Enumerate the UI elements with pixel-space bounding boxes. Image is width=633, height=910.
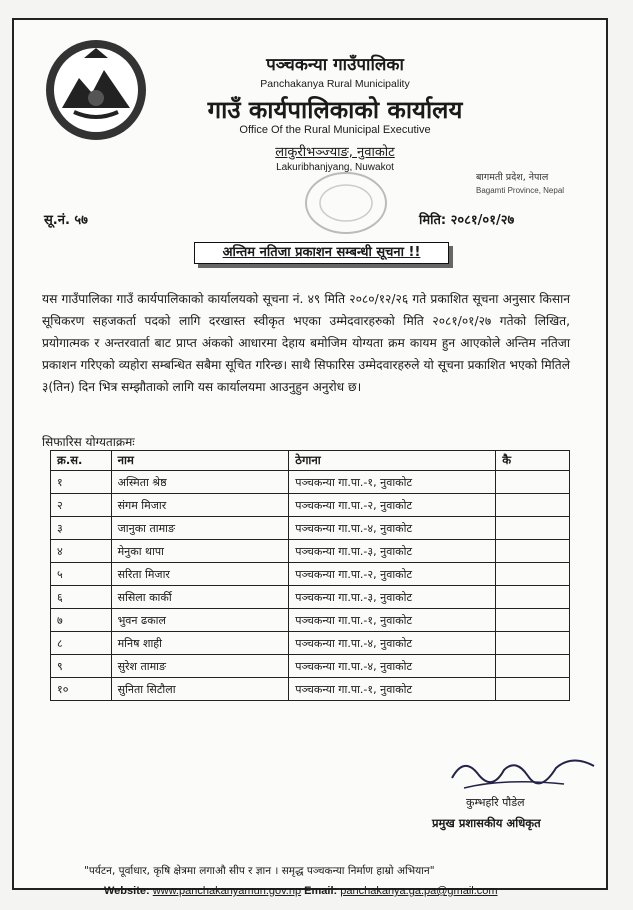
table-row: [51, 563, 570, 586]
cell-remarks: [496, 678, 570, 701]
cell-address: पञ्चकन्या गा.पा.-३, नुवाकोट: [289, 540, 496, 563]
website-label: Website:: [104, 885, 150, 897]
faint-stamp: [302, 170, 390, 236]
province-nepali: बागमती प्रदेश, नेपाल: [476, 172, 549, 183]
cell-name: भुवन ढकाल: [111, 609, 289, 632]
email-label: Email:: [304, 885, 338, 897]
cell-remarks: [496, 517, 570, 540]
recommended-list-label: सिफारिस योग्यताक्रमः: [42, 435, 135, 449]
cell-name: अस्मिता श्रेष्ठ: [111, 471, 289, 494]
header-serial: क्र.स.: [51, 451, 112, 471]
reference-number: सू.नं. ५७: [44, 213, 88, 228]
cell-serial: ७: [51, 609, 112, 632]
cell-remarks: [496, 494, 570, 517]
footer-motto: "पर्यटन, पूर्वाधार, कृषि क्षेत्रमा लगाऔ सीप र ज्ञान । समृद्ध पञ्चकन्या निर्माण हाम्रो अभियान": [84, 865, 435, 877]
cell-serial: १०: [51, 678, 112, 701]
notice-page: [12, 18, 608, 897]
header-remarks: कै: [496, 451, 570, 471]
table-header-row: [51, 451, 570, 471]
cell-serial: २: [51, 494, 112, 517]
signatory-name: कुम्भहरि पौडेल: [466, 796, 525, 809]
table-row: [51, 655, 570, 678]
cell-remarks: [496, 586, 570, 609]
cell-address: पञ्चकन्या गा.पा.-२, नुवाकोट: [289, 494, 496, 517]
cell-remarks: [496, 540, 570, 563]
table-row: [51, 517, 570, 540]
cell-remarks: [496, 563, 570, 586]
executive-office-nepali: गाउँ कार्यपालिकाको कार्यालय: [207, 96, 463, 124]
place-english: Lakuribhanjyang, Nuwakot: [276, 162, 394, 173]
office-name-nepali: पञ्चकन्या गाउँपालिका: [266, 55, 404, 75]
cell-remarks: [496, 655, 570, 678]
cell-serial: ४: [51, 540, 112, 563]
cell-name: मनिष शाही: [111, 632, 289, 655]
header-address: ठेगाना: [289, 451, 496, 471]
cell-remarks: [496, 609, 570, 632]
cell-name: सुनिता सिटौला: [111, 678, 289, 701]
cell-serial: ६: [51, 586, 112, 609]
cell-serial: ९: [51, 655, 112, 678]
cell-address: पञ्चकन्या गा.पा.-१, नुवाकोट: [289, 471, 496, 494]
header-name: नाम: [111, 451, 289, 471]
table-row: [51, 586, 570, 609]
place-nepali: लाकुरीभञ्ज्याङ, नुवाकोट: [275, 145, 395, 160]
cell-serial: १: [51, 471, 112, 494]
cell-address: पञ्चकन्या गा.पा.-४, नुवाकोट: [289, 655, 496, 678]
cell-remarks: [496, 632, 570, 655]
cell-serial: ८: [51, 632, 112, 655]
cell-address: पञ्चकन्या गा.पा.-२, नुवाकोट: [289, 563, 496, 586]
table-row: [51, 609, 570, 632]
cell-serial: ३: [51, 517, 112, 540]
footer-contact: [104, 885, 498, 897]
executive-office-english: Office Of the Rural Municipal Executive: [239, 124, 431, 136]
cell-name: ससिला कार्की: [111, 586, 289, 609]
cell-address: पञ्चकन्या गा.पा.-४, नुवाकोट: [289, 517, 496, 540]
cell-address: पञ्चकन्या गा.पा.-१, नुवाकोट: [289, 678, 496, 701]
cell-name: सुरेश तामाङ: [111, 655, 289, 678]
handwritten-signature: [444, 748, 604, 800]
cell-name: जानुका तामाङ: [111, 517, 289, 540]
cell-name: संगम मिजार: [111, 494, 289, 517]
results-table: [50, 450, 570, 701]
cell-address: पञ्चकन्या गा.पा.-३, नुवाकोट: [289, 586, 496, 609]
notice-body: यस गाउँपालिका गाउँ कार्यपालिकाको कार्यालयको सूचना नं. ४९ मिति २०८०/१२/२६ गते प्रकाशित सूचना अनुसार किसान सूचिकरण सहजकर्ता पदको लागि दरखास्त स्वीकृत भएका उम्मेदवारहरुको मिति २०८१/०१/२७ गतेको लिखित, प्रयोगात्मक र अन्तरवार्ता बाट प्राप्त अंकको आधारमा देहाय बमोजिम योग्यता क्रम कायम हुन आएकोले अन्तिम नतिजा प्रकाशन गरिएको व्यहोरा सम्बन्धित सबैमा सूचित गरिन्छ। साथै सिफारिस उम्मेदवारहरुले यो सूचना प्रकाशित भएको मितिले ३(तिन) दिन भित्र सम्झौताको लागि यस कार्यालयमा आउनुहुन अनुरोध छ।: [42, 292, 570, 394]
province-english: Bagamti Province, Nepal: [476, 186, 565, 195]
email-link[interactable]: panchakanya.ga.pa@gmail.com: [340, 885, 498, 897]
office-name-english: Panchakanya Rural Municipality: [260, 78, 410, 90]
website-link[interactable]: www.panchakanyamun.gov.np: [152, 885, 302, 897]
notice-title: अन्तिम नतिजा प्रकाशन सम्बन्धी सूचना !!: [194, 242, 449, 264]
cell-serial: ५: [51, 563, 112, 586]
table-row: [51, 632, 570, 655]
cell-address: पञ्चकन्या गा.पा.-४, नुवाकोट: [289, 632, 496, 655]
cell-address: पञ्चकन्या गा.पा.-१, नुवाकोट: [289, 609, 496, 632]
table-row: [51, 678, 570, 701]
table-row: [51, 494, 570, 517]
table-row: [51, 471, 570, 494]
cell-remarks: [496, 471, 570, 494]
cell-name: सरिता मिजार: [111, 563, 289, 586]
signatory-role: प्रमुख प्रशासकीय अधिकृत: [432, 816, 541, 830]
table-row: [51, 540, 570, 563]
cell-name: मेनुका थापा: [111, 540, 289, 563]
notice-date: मिति: २०८१/०१/२७: [419, 213, 515, 228]
